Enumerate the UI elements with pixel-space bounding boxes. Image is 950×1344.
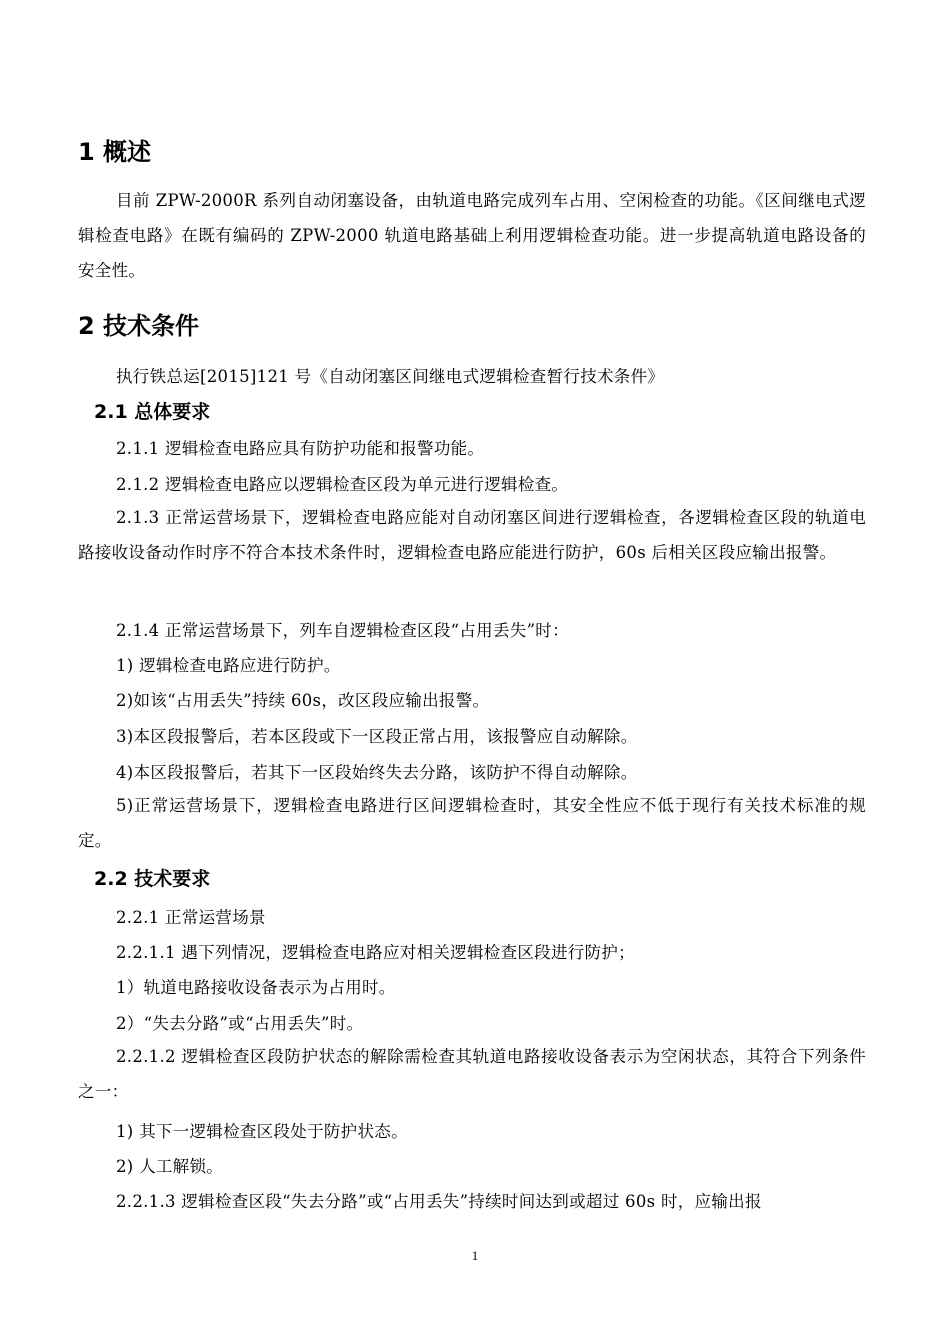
clause-2-1-4: 2.1.4 正常运营场景下，列车自逻辑检查区段“占用丢失”时：	[116, 621, 569, 640]
clause-2-1-4-item-1: 1) 逻辑检查电路应进行防护。	[116, 656, 341, 675]
clause-2-1-2: 2.1.2 逻辑检查电路应以逻辑检查区段为单元进行逻辑检查。	[116, 475, 569, 494]
clause-2-2-1-1-item-2: 2）“失去分路”或“占用丢失”时。	[116, 1014, 364, 1033]
page-number: 1	[471, 1248, 479, 1263]
clause-2-1-4-item-3: 3)本区段报警后，若本区段或下一区段正常占用，该报警应自动解除。	[116, 727, 638, 746]
clause-2-2-1: 2.2.1 正常运营场景	[116, 908, 266, 927]
clause-2-1-4-item-5: 5)正常运营场景下，逻辑检查电路进行区间逻辑检查时，其安全性应不低于现行有关技术标准的规定。	[78, 796, 866, 850]
section-2-1-heading: 2.1 总体要求	[94, 401, 211, 423]
clause-2-2-1-1: 2.2.1.1 遇下列情况，逻辑检查电路应对相关逻辑检查区段进行防护；	[116, 943, 635, 962]
section-2-heading: 2 技术条件	[78, 312, 200, 340]
clause-2-2-1-3: 2.2.1.3 逻辑检查区段“失去分路”或“占用丢失”持续时间达到或超过 60s 时，应输出报	[116, 1192, 762, 1211]
clause-2-1-4-item-2: 2)如该“占用丢失”持续 60s，改区段应输出报警。	[116, 691, 490, 710]
section-1-heading: 1 概述	[78, 138, 152, 166]
clause-2-2-1-2-item-1: 1) 其下一逻辑检查区段处于防护状态。	[116, 1122, 408, 1141]
clause-2-1-3: 2.1.3 正常运营场景下，逻辑检查电路应能对自动闭塞区间进行逻辑检查，各逻辑检查区段的轨道电路接收设备动作时序不符合本技术条件时，逻辑检查电路应能进行防护，60s 后相关区段应输出报警。	[78, 508, 866, 562]
clause-2-2-1-2-item-2: 2) 人工解锁。	[116, 1157, 224, 1176]
section-2-paragraph: 执行铁总运[2015]121 号《自动闭塞区间继电式逻辑检查暂行技术条件》	[116, 367, 665, 386]
section-1-paragraph: 目前 ZPW-2000R 系列自动闭塞设备，由轨道电路完成列车占用、空闲检查的功能。《区间继电式逻辑检查电路》在既有编码的 ZPW-2000 轨道电路基础上利用逻辑检查功能。进一步提高轨道电路设备的安全性。	[78, 191, 866, 280]
clause-2-2-1-2: 2.2.1.2 逻辑检查区段防护状态的解除需检查其轨道电路接收设备表示为空闲状态，其符合下列条件之一：	[78, 1047, 866, 1101]
clause-2-2-1-1-item-1: 1）轨道电路接收设备表示为占用时。	[116, 978, 396, 997]
section-2-2-heading: 2.2 技术要求	[94, 868, 211, 890]
clause-2-1-1: 2.1.1 逻辑检查电路应具有防护功能和报警功能。	[116, 439, 485, 458]
clause-2-1-4-item-4: 4)本区段报警后，若其下一区段始终失去分路，该防护不得自动解除。	[116, 763, 638, 782]
